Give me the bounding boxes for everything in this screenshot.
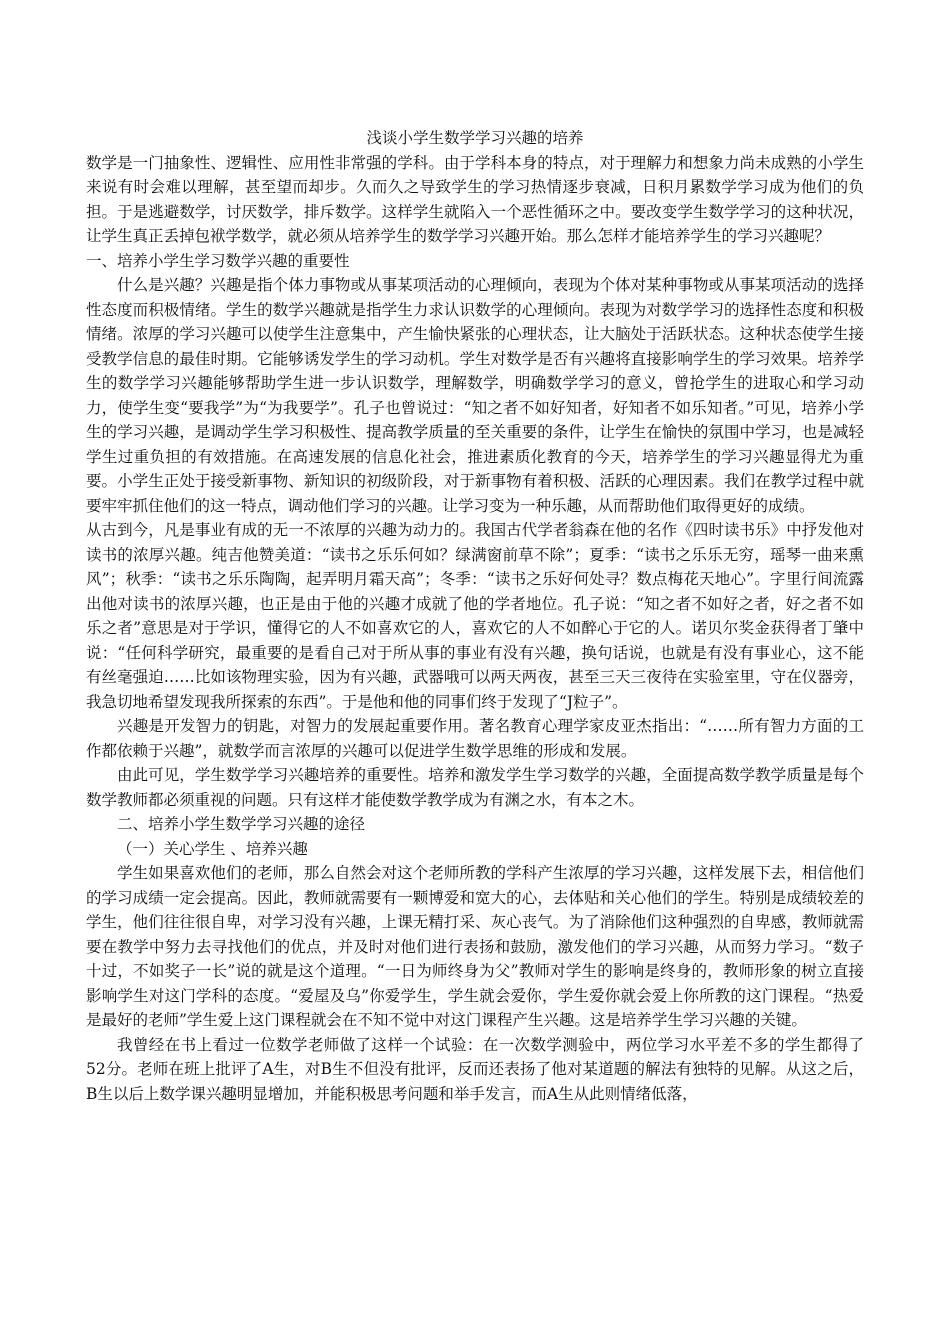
subsection-heading-1: （一）关心学生 、培养兴趣 xyxy=(117,839,308,858)
intro-paragraph: 数学是一门抽象性、逻辑性、应用性非常强的学科。由于学科本身的特点，对于理解力和想象力尚未成熟的小学生来说有时会难以理解，甚至望而却步。久而久之导致学生的学习热情逐步衰减，日积月累数学学习成为他们的负担。于是逃避数学，讨厌数学，排斥数学。这样学生就陷入一个恶性循环之中。要改变学生数学学习的这种状况，让学生真正丢掉包袱学数学，就必须从培养学生的数学学习兴趣开始。那么怎样才能培养学生的学习兴趣呢？ xyxy=(86,153,864,245)
paragraph-intelligence-key: 兴趣是开发智力的钥匙，对智力的发展起重要作用。著名教育心理学家皮亚杰指出：“……所有智力方面的工作都依赖于兴趣”，就数学而言浓厚的兴趣可以促进学生数学思维的形成和发展。 xyxy=(86,717,864,760)
paragraph-importance-summary: 由此可见，学生数学学习兴趣培养的重要性。培养和激发学生学习数学的兴趣，全面提高数学教学质量是每个数学教师都必须重视的问题。只有这样才能使数学教学成为有渊之水，有本之木。 xyxy=(86,766,864,809)
paragraph-care-for-students: 学生如果喜欢他们的老师，那么自然会对这个老师所教的学科产生浓厚的学习兴趣，这样发展下去，相信他们的学习成绩一定会提高。因此，教师就需要有一颗博爱和宽大的心，去体贴和关心他们的学生。特别是成绩较差的学生，他们往往很自卑，对学习没有兴趣，上课无精打采、灰心丧气。为了消除他们这种强烈的自卑感，教师就需要在教学中努力去寻找他们的优点，并及时对他们进行表扬和鼓励，激发他们的学习兴趣，从而努力学习。“数子十过，不如奖子一长”说的就是这个道理。“一日为师终身为父”教师对学生的影响是终身的，教师形象的树立直接影响学生对这门学科的态度。“爱屋及乌”你爱学生，学生就会爱你，学生爱你就会爱上你所教的这门课程。“热爱是最好的老师”学生爱上这门课程就会在不知不觉中对这门课程产生兴趣。这是培养学生学习兴趣的关键。 xyxy=(86,864,864,1029)
paragraph-interest-definition: 什么是兴趣？兴趣是指个体力事物或从事某项活动的心理倾向，表现为个体对某种事物或从事某项活动的选择性态度而积极情绪。学生的数学兴趣就是指学生力求认识数学的心理倾向。表现为对数学学习的选择性态度和积极情绪。浓厚的学习兴趣可以使学生注意集中，产生愉快紧张的心理状态，让大脑处于活跃状态。这种状态使学生接受教学信息的最佳时期。它能够诱发学生的学习动机。学生对数学是否有兴趣将直接影响学生的学习效果。培养学生的数学学习兴趣能够帮助学生进一步认识数学，理解数学，明确数学学习的意义，曾抢学生的进取心和学习动力，使学生变“要我学”为“为我要学”。孔子也曾说过：“知之者不如好知者，好知者不如乐知者。”可见，培养小学生的学习兴趣，是调动学生学习积极性、提高教学质量的至关重要的条件，让学生在愉快的氛围中学习，也是减轻学生过重负担的有效措施。在高速发展的信息化社会，推进素质化教育的今天，培养学生的学习兴趣显得尤为重要。小学生正处于接受新事物、新知识的初级阶段，对于新事物有着积极、活跃的心理因素。我们在教学过程中就要牢牢抓住他们的这一特点，调动他们学习的兴趣。让学习变为一种乐趣，从而帮助他们取得更好的成绩。 xyxy=(86,276,864,515)
document-page xyxy=(86,126,864,1106)
paragraph-teacher-experiment: 我曾经在书上看过一位数学老师做了这样一个试验：在一次数学测验中，两位学习水平差不多的学生都得了52分。老师在班上批评了A生，对B生不但没有批评，反而还表扬了他对某道题的解法有独特的见解。从这之后，B生以后上数学课兴趣明显增加，并能积极思考问题和举手发言，而A生从此则情绪低落， xyxy=(86,1035,864,1103)
section-heading-1: 一、培养小学生学习数学兴趣的重要性 xyxy=(86,251,350,270)
document-title: 浅谈小学生数学学习兴趣的培养 xyxy=(366,129,584,147)
section-heading-2: 二、培养小学生数学学习兴趣的途径 xyxy=(117,815,366,833)
paragraph-historical-examples: 从古到今，凡是事业有成的无一不浓厚的兴趣为动力的。我国古代学者翁森在他的名作《四时读书乐》中抒发他对读书的浓厚兴趣。纯吉他赞美道：“读书之乐乐何如？绿满窗前草不除”；夏季：“读书之乐乐无穷，瑶琴一曲来熏风”；秋季：“读书之乐乐陶陶，起弄明月霜天高”；冬季：“读书之乐好何处寻？数点梅花天地心”。字里行间流露出他对读书的浓厚兴趣，也正是由于他的兴趣才成就了他的学者地位。孔子说：“知之者不如好之者，好之者不如乐之者”意思是对于学识，懂得它的人不如喜欢它的人，喜欢它的人不如醉心于它的人。诺贝尔奖金获得者丁肇中说：“任何科学研究，最重要的是看自己对于所从事的事业有没有兴趣，换句话说，也就是有没有事业心，这不能有丝毫强迫……比如该物理实验，因为有兴趣，武器哦可以两天两夜，甚至三天三夜待在实验室里，守在仪器旁，我急切地希望发现我所探索的东西”。于是他和他的同事们终于发现了“J粒子”。 xyxy=(86,521,864,711)
